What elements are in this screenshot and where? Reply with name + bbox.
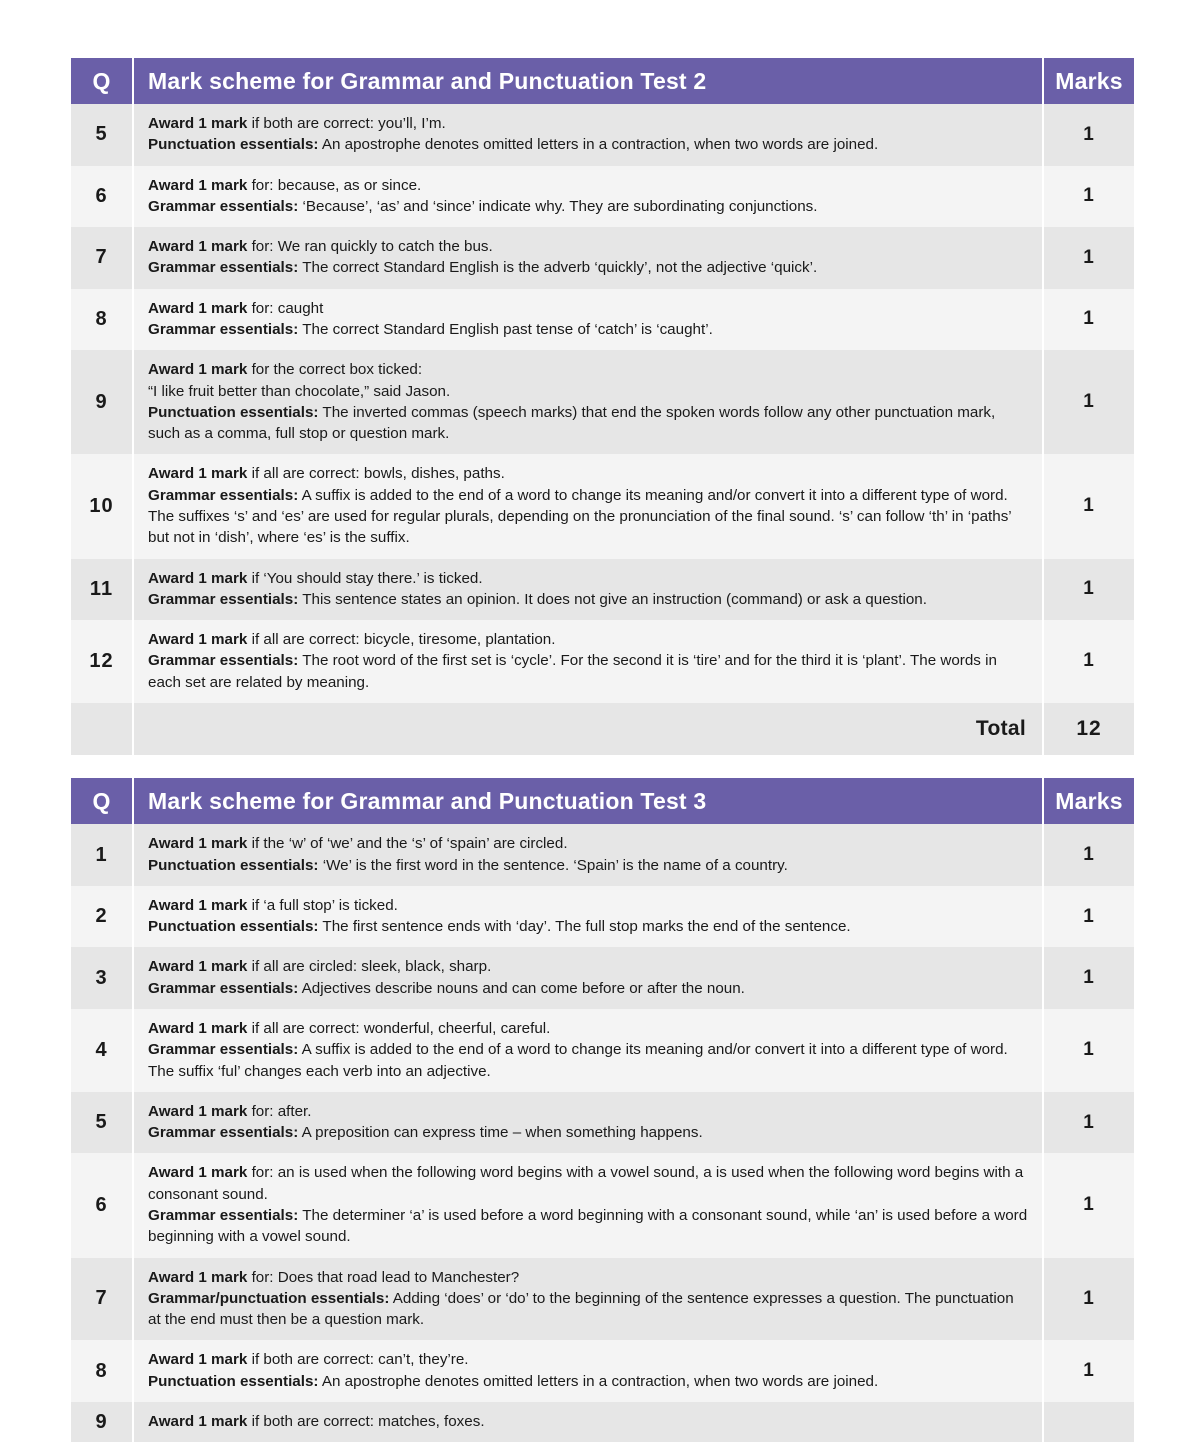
- total-spacer: [71, 703, 132, 755]
- table-row: [71, 1092, 1134, 1154]
- guidance-text: for: an is used when the following word begins with a vowel sound, a is used when the following word begins with a consonant sound.: [148, 1164, 1024, 1203]
- guidance-line: [148, 463, 1028, 484]
- guidance-label: Award 1 mark: [148, 1351, 248, 1369]
- answer-guidance: [134, 1153, 1042, 1257]
- table-row: [71, 1402, 1134, 1442]
- guidance-text: if both are correct: can’t, they’re.: [247, 1351, 469, 1369]
- mark-scheme-table: [69, 58, 1136, 755]
- guidance-label: Award 1 mark: [148, 569, 248, 587]
- table-row: [71, 1009, 1134, 1092]
- answer-guidance: [134, 227, 1042, 289]
- guidance-line: [148, 1349, 1028, 1370]
- guidance-line: [148, 1411, 1028, 1432]
- answer-guidance: [134, 454, 1042, 558]
- table-row: [71, 350, 1134, 454]
- table-header-row: [71, 58, 1134, 104]
- question-number: 5: [71, 104, 132, 166]
- guidance-text: The inverted commas (speech marks) that end the spoken words follow any other punctuation mark, such as a comma, full stop or question mark.: [148, 403, 996, 443]
- table-row: [71, 886, 1134, 948]
- guidance-line: [148, 1122, 1028, 1143]
- header-title: Mark scheme for Grammar and Punctuation Test 2: [134, 58, 1042, 104]
- guidance-label: Grammar essentials:: [148, 197, 299, 215]
- question-number: 12: [71, 620, 132, 703]
- guidance-text: if all are correct: bicycle, tiresome, plantation.: [247, 631, 556, 649]
- guidance-label: Grammar essentials:: [148, 1206, 299, 1224]
- guidance-line: [148, 485, 1028, 549]
- guidance-line: [148, 650, 1028, 693]
- guidance-line: [148, 402, 1028, 445]
- guidance-text: A preposition can express time – when something happens.: [298, 1124, 703, 1142]
- guidance-label: Award 1 mark: [148, 1164, 248, 1182]
- question-number: 7: [71, 1258, 132, 1341]
- answer-guidance: [134, 1340, 1042, 1402]
- answer-guidance: [134, 824, 1042, 886]
- guidance-label: Grammar essentials:: [148, 320, 299, 338]
- mark-scheme-table: [69, 778, 1136, 1442]
- question-number: 3: [71, 947, 132, 1009]
- guidance-line: [148, 298, 1028, 319]
- answer-guidance: [134, 1009, 1042, 1092]
- table-row: [71, 227, 1134, 289]
- guidance-line: [148, 359, 1028, 380]
- guidance-line: [148, 629, 1028, 650]
- guidance-label: Award 1 mark: [148, 1019, 248, 1037]
- guidance-label: Grammar essentials:: [148, 1124, 299, 1142]
- question-number: 1: [71, 824, 132, 886]
- table-row: [71, 1340, 1134, 1402]
- guidance-text: for: Does that road lead to Manchester?: [247, 1268, 520, 1286]
- guidance-line: [148, 319, 1028, 340]
- guidance-text: ‘Because’, ‘as’ and ‘since’ indicate why. They are subordinating conjunctions.: [298, 197, 818, 215]
- marks-value: 1: [1044, 1340, 1134, 1402]
- guidance-label: Award 1 mark: [148, 361, 248, 379]
- marks-value: 1: [1044, 1092, 1134, 1154]
- guidance-text: if all are correct: wonderful, cheerful, careful.: [247, 1019, 551, 1037]
- guidance-label: Award 1 mark: [148, 1268, 248, 1286]
- header-question-column: Q: [71, 58, 132, 104]
- guidance-label: Award 1 mark: [148, 1412, 248, 1430]
- guidance-text: A suffix is added to the end of a word to change its meaning and/or convert it into a different type of word. The suffix ‘ful’ changes each verb into an adjective.: [148, 1041, 1008, 1080]
- guidance-text: This sentence states an opinion. It does not give an instruction (command) or ask a question.: [298, 590, 927, 608]
- guidance-line: [148, 196, 1028, 217]
- guidance-text: if both are correct: you’ll, I’m.: [247, 115, 446, 132]
- table-row: [71, 166, 1134, 228]
- guidance-line: [148, 1018, 1028, 1039]
- guidance-label: Award 1 mark: [148, 176, 248, 194]
- guidance-label: Punctuation essentials:: [148, 136, 319, 154]
- table-row: [71, 947, 1134, 1009]
- table-header-row: [71, 778, 1134, 824]
- guidance-text: A suffix is added to the end of a word to change its meaning and/or convert it into a different type of word. The suffixes ‘s’ and ‘es’ are used for regular plurals, depending on the pronunciation of the final sound. ‘s’ can follow ‘th’ in ‘paths’ but not in ‘dish’, where ‘es’ is the suffix.: [148, 486, 1012, 547]
- table-row: [71, 559, 1134, 621]
- guidance-label: Grammar essentials:: [148, 979, 299, 997]
- guidance-line: [148, 1371, 1028, 1392]
- question-number: 2: [71, 886, 132, 948]
- header-question-column: Q: [71, 778, 132, 824]
- marks-value: 1: [1044, 227, 1134, 289]
- guidance-text: An apostrophe denotes omitted letters in a contraction, when two words are joined.: [318, 136, 879, 154]
- marks-value: 1: [1044, 454, 1134, 558]
- answer-guidance: [134, 289, 1042, 351]
- guidance-line: [148, 895, 1028, 916]
- guidance-text: for the correct box ticked:: [247, 361, 423, 379]
- marks-value: 1: [1044, 289, 1134, 351]
- answer-guidance: [134, 886, 1042, 948]
- marks-value: 1: [1044, 559, 1134, 621]
- guidance-label: Award 1 mark: [148, 238, 248, 256]
- answer-guidance: [134, 947, 1042, 1009]
- header-marks-column: Marks: [1044, 58, 1134, 104]
- guidance-text: The determiner ‘a’ is used before a word beginning with a consonant sound, while ‘an’ is used before a word beginning with a vowel sound.: [148, 1206, 1028, 1246]
- marks-value: 1: [1044, 1009, 1134, 1092]
- marks-value: 1: [1044, 350, 1134, 454]
- answer-guidance: [134, 1092, 1042, 1154]
- table-row: [71, 824, 1134, 886]
- guidance-text: if both are correct: matches, foxes.: [247, 1412, 485, 1430]
- marks-value: 1: [1044, 824, 1134, 886]
- question-number: 6: [71, 166, 132, 228]
- guidance-line: [148, 1162, 1028, 1205]
- marks-value: 1: [1044, 947, 1134, 1009]
- header-title: Mark scheme for Grammar and Punctuation Test 3: [134, 778, 1042, 824]
- guidance-text: for: We ran quickly to catch the bus.: [247, 238, 493, 256]
- guidance-label: Grammar essentials:: [148, 1041, 299, 1059]
- answer-guidance: [134, 1258, 1042, 1341]
- question-number: 9: [71, 1402, 132, 1442]
- guidance-line: [148, 1205, 1028, 1248]
- question-number: 7: [71, 227, 132, 289]
- guidance-line: [148, 916, 1028, 937]
- marks-value: 1: [1044, 1258, 1134, 1341]
- guidance-line: [148, 1288, 1028, 1331]
- guidance-label: Grammar essentials:: [148, 259, 299, 277]
- table-row: [71, 454, 1134, 558]
- guidance-text: ‘We’ is the first word in the sentence. ‘Spain’ is the name of a country.: [318, 856, 788, 874]
- guidance-label: Award 1 mark: [148, 115, 248, 132]
- marks-value: 1: [1044, 104, 1134, 166]
- guidance-label: Award 1 mark: [148, 835, 248, 853]
- table-row: [71, 1153, 1134, 1257]
- total-label: Total: [134, 703, 1042, 755]
- guidance-line: [148, 257, 1028, 278]
- question-number: 9: [71, 350, 132, 454]
- table-row: [71, 1258, 1134, 1341]
- guidance-line: [148, 1039, 1028, 1082]
- guidance-label: Award 1 mark: [148, 1102, 248, 1120]
- guidance-line: [148, 175, 1028, 196]
- total-row: [71, 703, 1134, 755]
- question-number: 10: [71, 454, 132, 558]
- guidance-line: [148, 568, 1028, 589]
- guidance-text: if ‘a full stop’ is ticked.: [247, 896, 398, 914]
- guidance-line: [148, 381, 1028, 402]
- question-number: 8: [71, 1340, 132, 1402]
- guidance-label: Punctuation essentials:: [148, 918, 319, 936]
- guidance-text: The root word of the first set is ‘cycle’. For the second it is ‘tire’ and for the third it is ‘plant’. The words in each set are related by meaning.: [148, 652, 997, 691]
- guidance-text: for: because, as or since.: [247, 176, 422, 194]
- question-number: 6: [71, 1153, 132, 1257]
- question-number: 8: [71, 289, 132, 351]
- guidance-line: [148, 1101, 1028, 1122]
- guidance-label: Award 1 mark: [148, 896, 248, 914]
- marks-value: 1: [1044, 1153, 1134, 1257]
- question-number: 5: [71, 1092, 132, 1154]
- guidance-text: if all are circled: sleek, black, sharp.: [247, 958, 492, 976]
- guidance-line: [148, 1267, 1028, 1288]
- guidance-label: Award 1 mark: [148, 631, 248, 649]
- guidance-text: The first sentence ends with ‘day’. The full stop marks the end of the sentence.: [318, 918, 851, 936]
- guidance-text: if all are correct: bowls, dishes, paths.: [247, 465, 505, 483]
- question-number: 11: [71, 559, 132, 621]
- question-number: 4: [71, 1009, 132, 1092]
- guidance-label: Grammar/punctuation essentials:: [148, 1289, 390, 1307]
- total-marks: 12: [1044, 703, 1134, 755]
- guidance-label: Punctuation essentials:: [148, 403, 319, 421]
- answer-guidance: [134, 104, 1042, 166]
- guidance-text: for: after.: [247, 1102, 312, 1120]
- guidance-text: The correct Standard English past tense of ‘catch’ is ‘caught’.: [298, 320, 713, 338]
- guidance-line: [148, 956, 1028, 977]
- guidance-label: Grammar essentials:: [148, 590, 299, 608]
- header-marks-column: Marks: [1044, 778, 1134, 824]
- marks-value: 1: [1044, 620, 1134, 703]
- guidance-label: Award 1 mark: [148, 299, 248, 317]
- answer-guidance: [134, 620, 1042, 703]
- guidance-text: An apostrophe denotes omitted letters in a contraction, when two words are joined.: [318, 1372, 879, 1390]
- guidance-line: [148, 113, 1028, 134]
- table-row: [71, 620, 1134, 703]
- table-row: [71, 289, 1134, 351]
- table-row: [71, 104, 1134, 166]
- guidance-label: Punctuation essentials:: [148, 1372, 319, 1390]
- guidance-text: if the ‘w’ of ‘we’ and the ‘s’ of ‘spain’ are circled.: [247, 835, 568, 853]
- guidance-text: The correct Standard English is the adverb ‘quickly’, not the adjective ‘quick’.: [298, 259, 818, 277]
- marks-value: 1: [1044, 166, 1134, 228]
- guidance-line: [148, 134, 1028, 155]
- guidance-text: Adding ‘does’ or ‘do’ to the beginning of the sentence expresses a question. The punctuation at the end must then be a question mark.: [148, 1289, 1014, 1329]
- guidance-text: Adjectives describe nouns and can come before or after the noun.: [298, 979, 745, 997]
- guidance-label: Award 1 mark: [148, 465, 248, 483]
- guidance-line: [148, 855, 1028, 876]
- guidance-line: [148, 833, 1028, 854]
- answer-guidance: [134, 1402, 1042, 1442]
- guidance-text: for: caught: [247, 299, 324, 317]
- guidance-label: Punctuation essentials:: [148, 856, 319, 874]
- answer-guidance: [134, 559, 1042, 621]
- answer-guidance: [134, 350, 1042, 454]
- marks-value: [1044, 1402, 1134, 1442]
- guidance-text: “I like fruit better than chocolate,” said Jason.: [148, 382, 451, 400]
- tables-container: [69, 58, 1132, 1442]
- answer-guidance: [134, 166, 1042, 228]
- guidance-line: [148, 589, 1028, 610]
- guidance-line: [148, 978, 1028, 999]
- marks-value: 1: [1044, 886, 1134, 948]
- guidance-text: if ‘You should stay there.’ is ticked.: [247, 569, 483, 587]
- guidance-label: Grammar essentials:: [148, 652, 299, 670]
- guidance-label: Grammar essentials:: [148, 486, 299, 504]
- guidance-label: Award 1 mark: [148, 958, 248, 976]
- guidance-line: [148, 236, 1028, 257]
